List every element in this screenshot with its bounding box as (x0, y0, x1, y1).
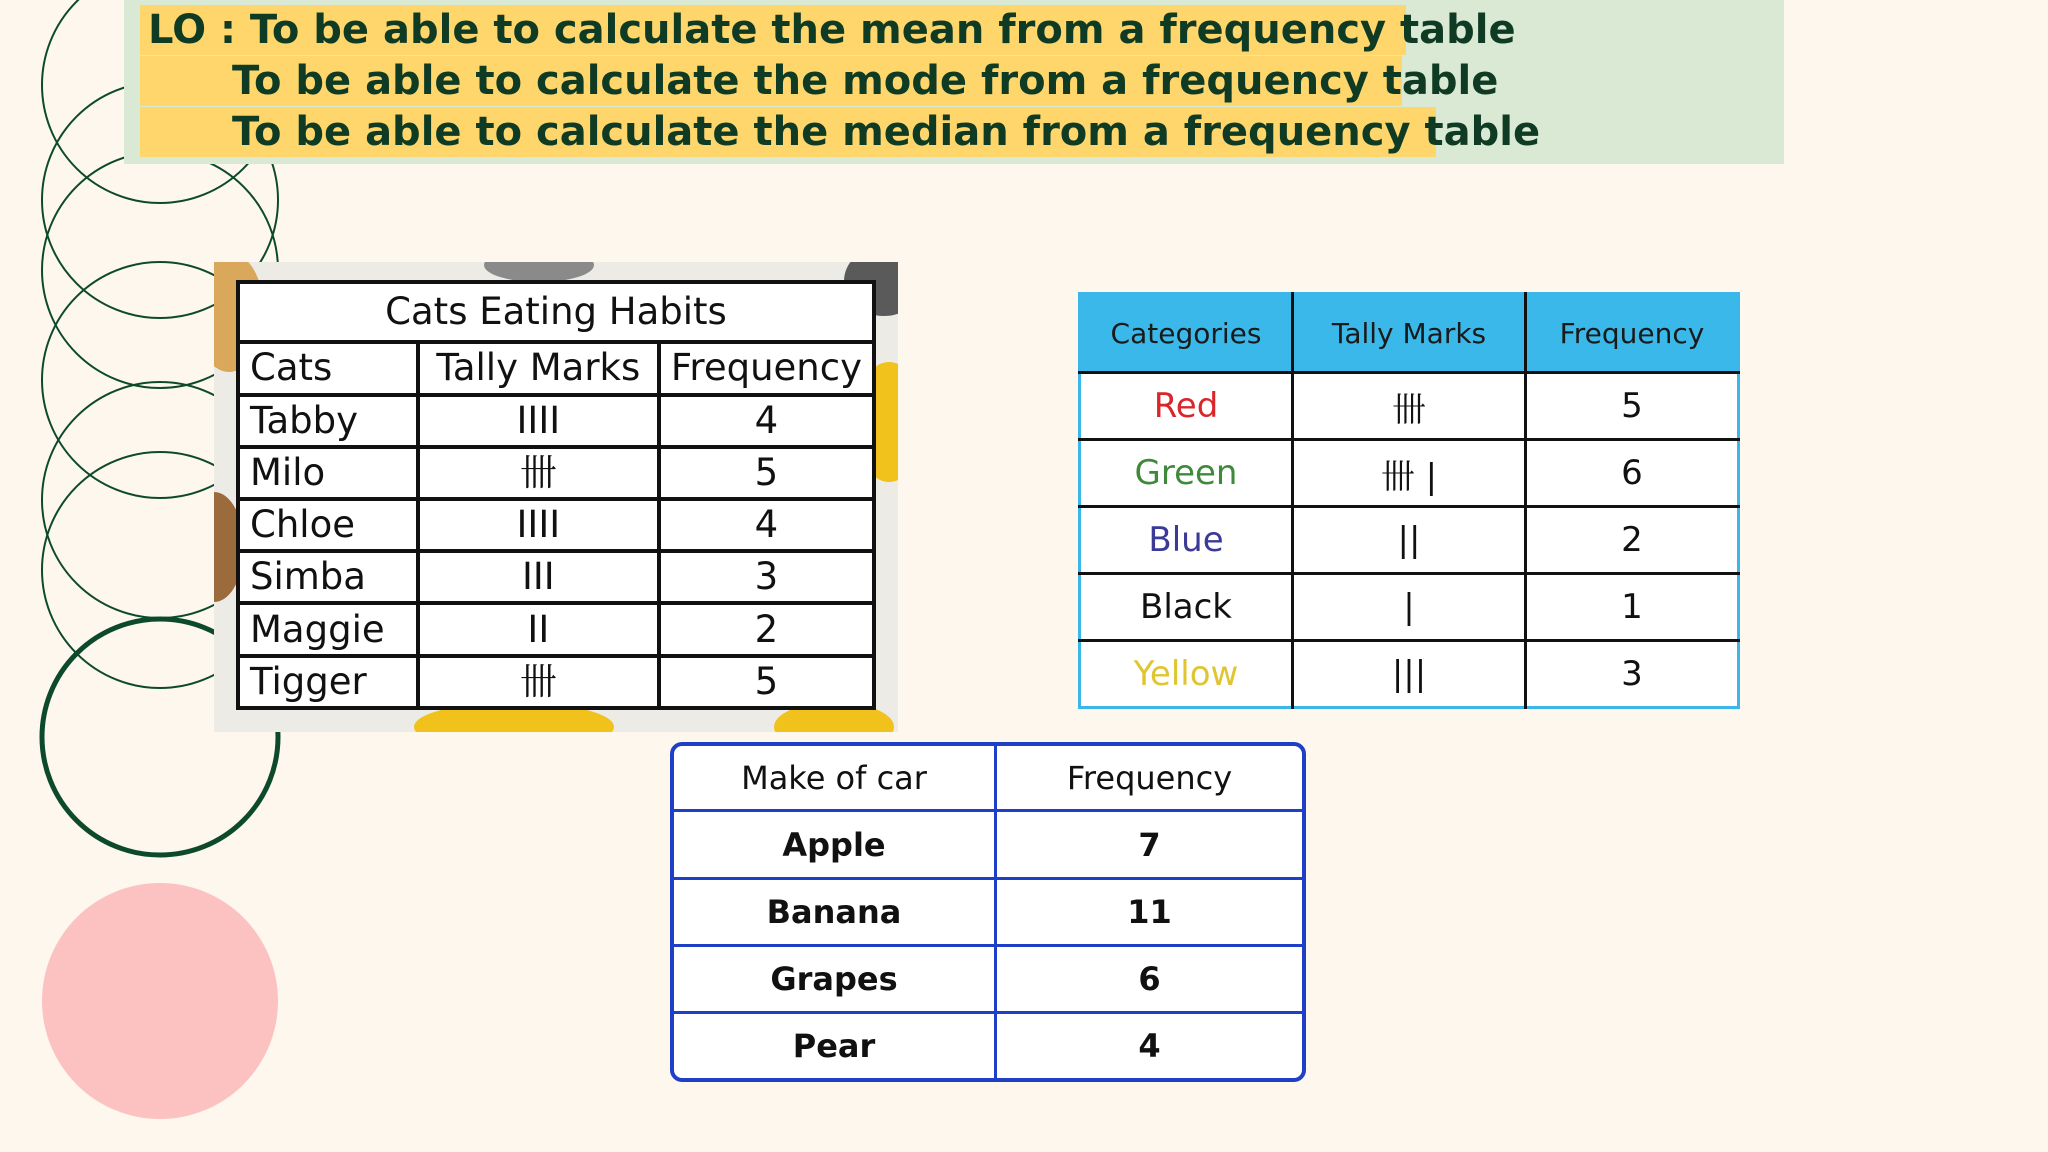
table-row (1080, 574, 1739, 641)
cats-header-tally: Tally Marks (418, 342, 659, 394)
car-make-table (674, 746, 1302, 1078)
color-category: Blue (1080, 507, 1293, 574)
car-make-table-frame (670, 742, 1306, 1082)
car-make: Banana (674, 878, 996, 945)
color-category: Green (1080, 440, 1293, 507)
cat-name: Tigger (238, 656, 418, 708)
table-row (238, 656, 874, 708)
cats-header-cats: Cats (238, 342, 418, 394)
cats-header-frequency: Frequency (659, 342, 874, 394)
table-row (238, 603, 874, 655)
table-row (674, 1013, 1302, 1078)
cat-name: Tabby (238, 395, 418, 447)
learning-objective-mode (140, 56, 1499, 106)
learning-objective-median (140, 107, 1541, 157)
cats-table-title: Cats Eating Habits (238, 282, 874, 342)
color-tally: | (1293, 574, 1526, 641)
color-frequency: 5 (1526, 373, 1739, 440)
color-category: Red (1080, 373, 1293, 440)
cat-frequency: 4 (659, 395, 874, 447)
colors-header-tally: Tally Marks (1293, 294, 1526, 373)
color-frequency: 3 (1526, 641, 1739, 708)
learning-objective-median-text: To be able to calculate the median from a frequency table (232, 109, 1541, 155)
color-category: Black (1080, 574, 1293, 641)
table-row (238, 447, 874, 499)
cars-header-frequency: Frequency (996, 746, 1303, 811)
table-row (674, 946, 1302, 1013)
cat-name: Milo (238, 447, 418, 499)
cat-tally: 卌 (418, 656, 659, 708)
table-row (1080, 641, 1739, 708)
colors-header-frequency: Frequency (1526, 294, 1739, 373)
cat-frequency: 2 (659, 603, 874, 655)
cats-eating-habits-table (236, 280, 876, 710)
car-frequency: 11 (996, 878, 1303, 945)
cat-name: Simba (238, 551, 418, 603)
cars-header-make: Make of car (674, 746, 996, 811)
table-row (1080, 373, 1739, 440)
cats-table-image (214, 262, 898, 732)
color-category: Yellow (1080, 641, 1293, 708)
cat-tally: III (418, 551, 659, 603)
table-row (238, 395, 874, 447)
table-row (238, 499, 874, 551)
cat-tally: IIII (418, 499, 659, 551)
car-make: Pear (674, 1013, 996, 1078)
cat-tally: II (418, 603, 659, 655)
cat-frequency: 5 (659, 656, 874, 708)
cat-frequency: 5 (659, 447, 874, 499)
color-tally: ||| (1293, 641, 1526, 708)
color-tally: 卌 | (1293, 440, 1526, 507)
color-tally: 卌 (1293, 373, 1526, 440)
colors-header-categories: Categories (1080, 294, 1293, 373)
pink-circle (42, 883, 278, 1119)
color-tally: || (1293, 507, 1526, 574)
table-row (1080, 440, 1739, 507)
color-frequency: 2 (1526, 507, 1739, 574)
cat-name: Maggie (238, 603, 418, 655)
car-frequency: 7 (996, 811, 1303, 878)
table-row (238, 551, 874, 603)
cat-tally: IIII (418, 395, 659, 447)
learning-objective-mode-text: To be able to calculate the mode from a frequency table (232, 58, 1499, 104)
car-frequency: 4 (996, 1013, 1303, 1078)
car-make: Apple (674, 811, 996, 878)
cat-illustration (484, 262, 594, 282)
car-make: Grapes (674, 946, 996, 1013)
learning-objective-mean: LO : To be able to calculate the mean from a frequency table (140, 5, 1406, 55)
cat-name: Chloe (238, 499, 418, 551)
table-row (674, 878, 1302, 945)
color-categories-table (1078, 292, 1740, 709)
car-frequency: 6 (996, 946, 1303, 1013)
color-frequency: 6 (1526, 440, 1739, 507)
cat-frequency: 3 (659, 551, 874, 603)
cat-tally: 卌 (418, 447, 659, 499)
color-frequency: 1 (1526, 574, 1739, 641)
cat-frequency: 4 (659, 499, 874, 551)
table-row (674, 811, 1302, 878)
table-row (1080, 507, 1739, 574)
